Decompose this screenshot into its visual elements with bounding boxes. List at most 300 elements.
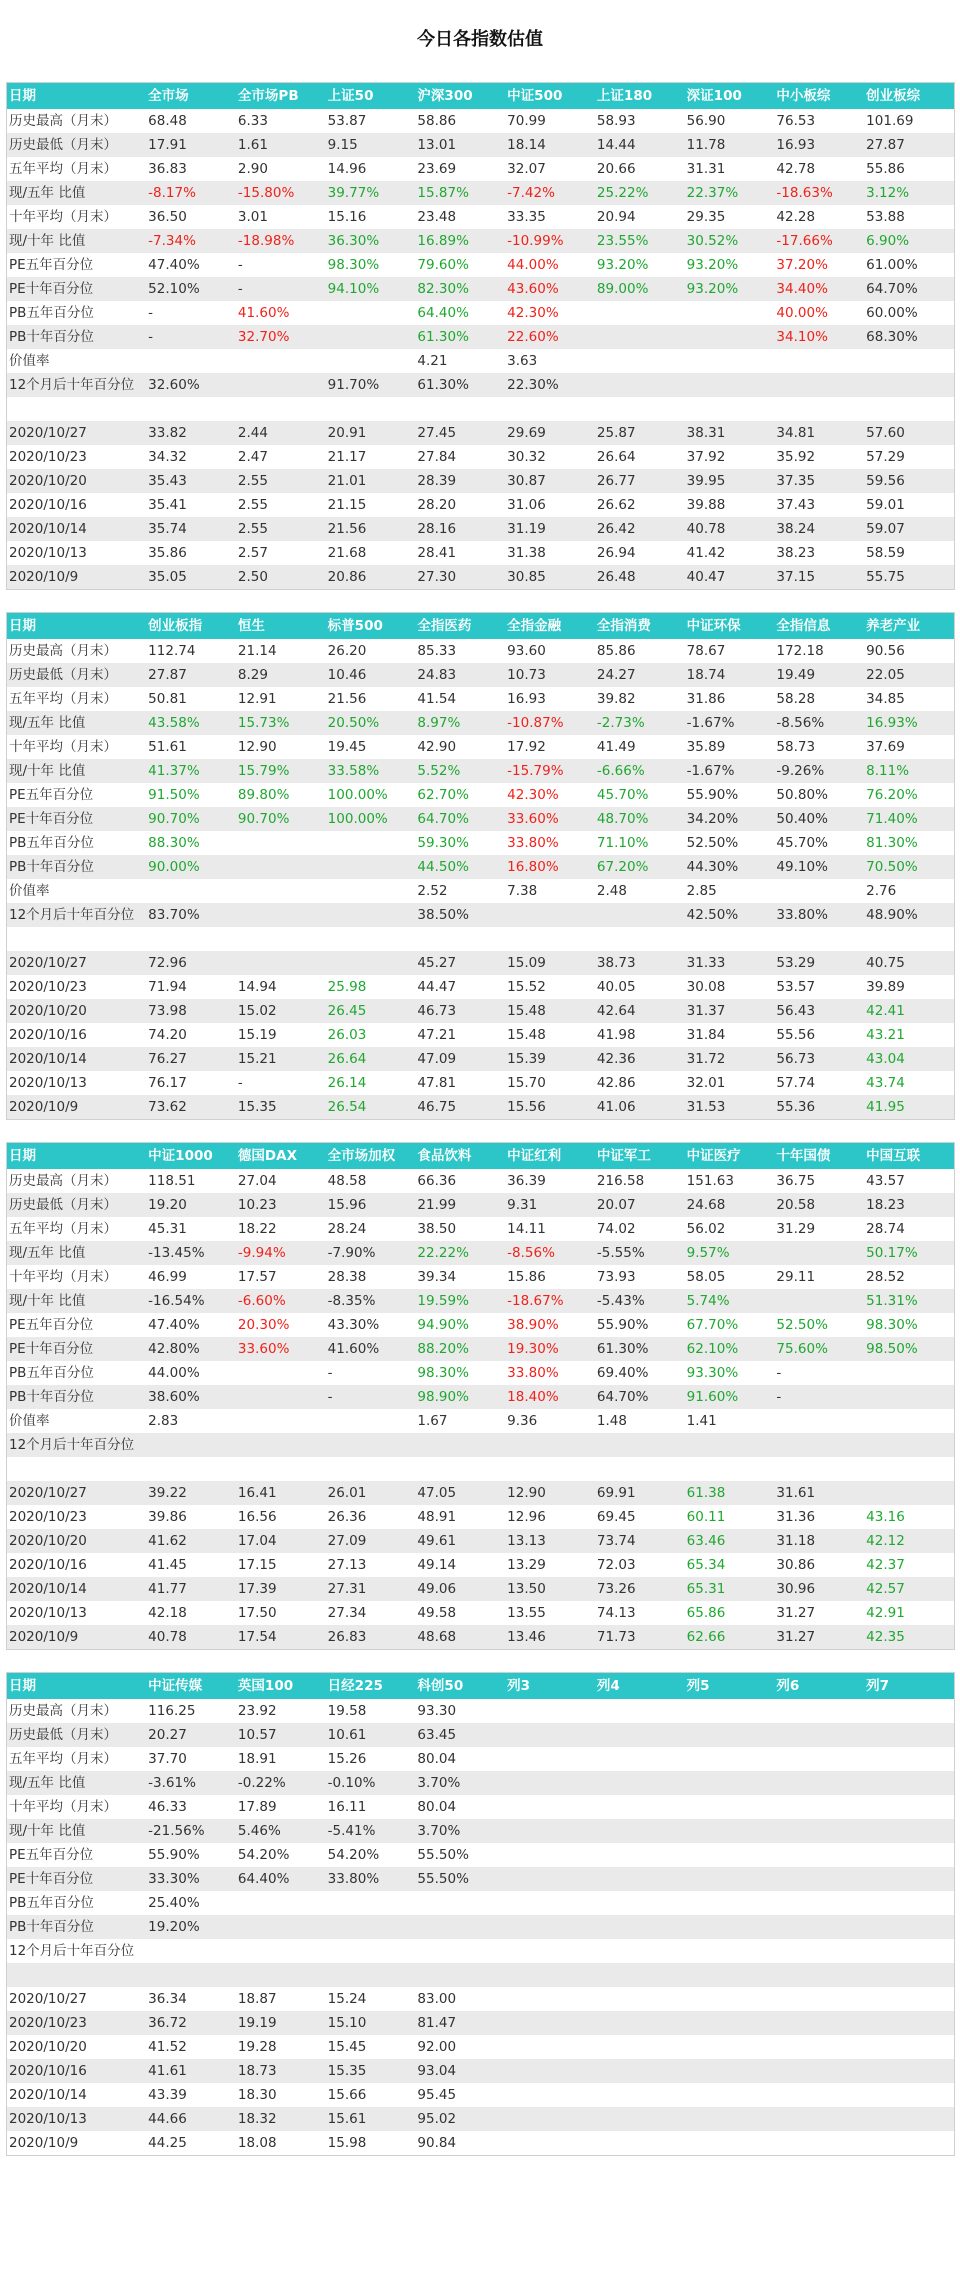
table-cell: 52.10%: [146, 277, 236, 301]
row-label: 历史最高（月末）: [7, 1169, 146, 1193]
row-label: 十年平均（月末）: [7, 735, 146, 759]
table-cell: 6.33: [236, 109, 326, 133]
table-cell: 55.50%: [415, 1867, 505, 1891]
row-label: 现/五年 比值: [7, 1241, 146, 1265]
table-cell: -9.26%: [774, 759, 864, 783]
table-cell: -: [146, 325, 236, 349]
table-cell: 42.64: [595, 999, 685, 1023]
table-cell: 98.90%: [415, 1385, 505, 1409]
table-cell: 60.00%: [864, 301, 954, 325]
column-header: 中证500: [505, 83, 595, 109]
table-cell: 26.77: [595, 469, 685, 493]
table-cell: 33.82: [146, 421, 236, 445]
table-cell: 26.94: [595, 541, 685, 565]
table-cell: 18.40%: [505, 1385, 595, 1409]
table-cell: 38.50%: [415, 903, 505, 927]
table-row: [7, 807, 954, 831]
table-cell: 100.00%: [326, 783, 416, 807]
table-cell: [236, 397, 326, 421]
table-cell: 28.39: [415, 469, 505, 493]
table-cell: 38.23: [774, 541, 864, 565]
table-cell: 56.43: [774, 999, 864, 1023]
table-cell: 31.29: [774, 1217, 864, 1241]
table-cell: 44.25: [146, 2131, 236, 2155]
table-cell: [326, 1915, 416, 1939]
table-cell: [685, 927, 775, 951]
table-cell: 18.87: [236, 1987, 326, 2011]
table-cell: 73.98: [146, 999, 236, 1023]
column-header: 养老产业: [864, 613, 954, 639]
table-cell: [505, 2059, 595, 2083]
valuation-table: [7, 613, 954, 1119]
table-cell: [864, 373, 954, 397]
table-cell: 31.37: [685, 999, 775, 1023]
table-cell: 16.93: [505, 687, 595, 711]
row-label: PB五年百分位: [7, 1891, 146, 1915]
table-row: [7, 445, 954, 469]
table-cell: 10.23: [236, 1193, 326, 1217]
table-cell: 95.45: [415, 2083, 505, 2107]
table-cell: 27.30: [415, 565, 505, 589]
table-cell: [774, 1891, 864, 1915]
table-cell: 34.20%: [685, 807, 775, 831]
row-label: 12个月后十年百分位: [7, 903, 146, 927]
table-cell: 26.14: [326, 1071, 416, 1095]
table-cell: 26.83: [326, 1625, 416, 1649]
table-cell: 30.32: [505, 445, 595, 469]
table-cell: 37.15: [774, 565, 864, 589]
table-cell: 31.36: [774, 1505, 864, 1529]
column-header: 日期: [7, 1673, 146, 1699]
table-cell: 93.04: [415, 2059, 505, 2083]
table-cell: 5.46%: [236, 1819, 326, 1843]
row-label: 2020/10/9: [7, 1095, 146, 1119]
table-cell: 83.70%: [146, 903, 236, 927]
table-cell: 58.86: [415, 109, 505, 133]
column-header: 日期: [7, 83, 146, 109]
table-cell: 48.91: [415, 1505, 505, 1529]
table-cell: 18.30: [236, 2083, 326, 2107]
table-cell: 3.63: [505, 349, 595, 373]
row-label: PE五年百分位: [7, 1313, 146, 1337]
table-cell: 78.67: [685, 639, 775, 663]
table-cell: 23.92: [236, 1699, 326, 1723]
table-cell: 15.35: [236, 1095, 326, 1119]
row-label: 2020/10/27: [7, 1481, 146, 1505]
table-cell: 39.88: [685, 493, 775, 517]
table-cell: 22.05: [864, 663, 954, 687]
table-header-row: [7, 1673, 954, 1699]
row-label: PB十年百分位: [7, 1385, 146, 1409]
table-cell: 40.75: [864, 951, 954, 975]
table-cell: 116.25: [146, 1699, 236, 1723]
table-cell: [864, 1963, 954, 1987]
table-cell: 42.50%: [685, 903, 775, 927]
table-cell: [326, 831, 416, 855]
table-cell: 26.36: [326, 1505, 416, 1529]
row-label: 现/十年 比值: [7, 759, 146, 783]
table-cell: 1.48: [595, 1409, 685, 1433]
table-cell: 2.55: [236, 517, 326, 541]
column-header: 科创50: [415, 1673, 505, 1699]
table-cell: 35.92: [774, 445, 864, 469]
table-cell: 31.72: [685, 1047, 775, 1071]
table-cell: 73.62: [146, 1095, 236, 1119]
column-header: 中证1000: [146, 1143, 236, 1169]
column-header: 日经225: [326, 1673, 416, 1699]
table-cell: 35.05: [146, 565, 236, 589]
table-cell: 31.27: [774, 1601, 864, 1625]
table-cell: [505, 1795, 595, 1819]
row-label: 2020/10/9: [7, 2131, 146, 2155]
table-cell: [236, 1433, 326, 1457]
table-cell: 58.05: [685, 1265, 775, 1289]
row-label: PE五年百分位: [7, 1843, 146, 1867]
table-cell: [505, 1843, 595, 1867]
table-cell: 41.54: [415, 687, 505, 711]
table-cell: 17.89: [236, 1795, 326, 1819]
table-cell: [864, 1699, 954, 1723]
table-cell: 19.19: [236, 2011, 326, 2035]
table-cell: 43.60%: [505, 277, 595, 301]
table-cell: [236, 1915, 326, 1939]
table-cell: [326, 855, 416, 879]
table-row: [7, 903, 954, 927]
table-cell: 54.20%: [326, 1843, 416, 1867]
table-cell: 8.11%: [864, 759, 954, 783]
table-cell: 40.00%: [774, 301, 864, 325]
table-cell: 2.83: [146, 1409, 236, 1433]
table-cell: 2.52: [415, 879, 505, 903]
table-cell: -2.73%: [595, 711, 685, 735]
table-cell: 89.00%: [595, 277, 685, 301]
table-cell: 45.70%: [595, 783, 685, 807]
table-cell: [236, 927, 326, 951]
row-label: 2020/10/23: [7, 2011, 146, 2035]
table-cell: [236, 349, 326, 373]
table-cell: 14.94: [236, 975, 326, 999]
table-cell: -16.54%: [146, 1289, 236, 1313]
table-cell: 31.06: [505, 493, 595, 517]
table-cell: 42.80%: [146, 1337, 236, 1361]
column-header: 全指医药: [415, 613, 505, 639]
table-cell: [505, 1819, 595, 1843]
table-cell: 71.73: [595, 1625, 685, 1649]
table-header-row: [7, 83, 954, 109]
table-cell: 79.60%: [415, 253, 505, 277]
table-cell: 28.41: [415, 541, 505, 565]
table-row: [7, 1819, 954, 1843]
table-cell: 94.10%: [326, 277, 416, 301]
table-cell: 31.18: [774, 1529, 864, 1553]
table-cell: 41.52: [146, 2035, 236, 2059]
table-cell: -6.66%: [595, 759, 685, 783]
table-cell: [685, 373, 775, 397]
table-row: [7, 999, 954, 1023]
table-cell: [595, 927, 685, 951]
column-header: 创业板指: [146, 613, 236, 639]
table-cell: 38.90%: [505, 1313, 595, 1337]
table-cell: 61.00%: [864, 253, 954, 277]
table-cell: -5.55%: [595, 1241, 685, 1265]
table-cell: 57.60: [864, 421, 954, 445]
table-cell: 31.31: [685, 157, 775, 181]
table-cell: 55.90%: [595, 1313, 685, 1337]
table-cell: 24.68: [685, 1193, 775, 1217]
table-cell: [326, 301, 416, 325]
table-cell: 48.68: [415, 1625, 505, 1649]
table-cell: [326, 325, 416, 349]
table-cell: 42.91: [864, 1601, 954, 1625]
table-cell: [595, 325, 685, 349]
row-label: 现/五年 比值: [7, 181, 146, 205]
table-cell: 51.61: [146, 735, 236, 759]
row-label: 2020/10/14: [7, 517, 146, 541]
table-cell: 10.57: [236, 1723, 326, 1747]
table-cell: [864, 927, 954, 951]
table-cell: 48.58: [326, 1169, 416, 1193]
table-cell: 42.86: [595, 1071, 685, 1095]
table-row: [7, 565, 954, 589]
table-cell: 118.51: [146, 1169, 236, 1193]
table-cell: 48.90%: [864, 903, 954, 927]
table-cell: 17.50: [236, 1601, 326, 1625]
table-cell: 20.58: [774, 1193, 864, 1217]
table-row: [7, 2035, 954, 2059]
table-cell: 35.43: [146, 469, 236, 493]
table-cell: [236, 373, 326, 397]
table-cell: [685, 397, 775, 421]
table-cell: 20.94: [595, 205, 685, 229]
table-cell: 30.85: [505, 565, 595, 589]
table-row: [7, 1241, 954, 1265]
table-row: [7, 301, 954, 325]
table-cell: [595, 373, 685, 397]
table-cell: 80.04: [415, 1795, 505, 1819]
table-cell: 30.96: [774, 1577, 864, 1601]
row-label: 五年平均（月末）: [7, 687, 146, 711]
column-header: 创业板综: [864, 83, 954, 109]
table-cell: 36.39: [505, 1169, 595, 1193]
row-label: PE十年百分位: [7, 1337, 146, 1361]
table-cell: 33.60%: [236, 1337, 326, 1361]
row-label: 历史最高（月末）: [7, 1699, 146, 1723]
table-cell: [864, 2131, 954, 2155]
table-row: [7, 1337, 954, 1361]
table-cell: [864, 1457, 954, 1481]
row-label: 现/十年 比值: [7, 1289, 146, 1313]
table-cell: [685, 301, 775, 325]
table-cell: 44.00%: [146, 1361, 236, 1385]
table-cell: 38.73: [595, 951, 685, 975]
table-cell: 40.05: [595, 975, 685, 999]
table-row: [7, 1265, 954, 1289]
table-cell: 12.91: [236, 687, 326, 711]
table-cell: 98.50%: [864, 1337, 954, 1361]
table-cell: 98.30%: [326, 253, 416, 277]
table-cell: 81.47: [415, 2011, 505, 2035]
table-cell: 16.93: [774, 133, 864, 157]
column-header: 上证180: [595, 83, 685, 109]
column-header: 全指金融: [505, 613, 595, 639]
table-cell: 2.76: [864, 879, 954, 903]
table-cell: 30.52%: [685, 229, 775, 253]
table-cell: 16.89%: [415, 229, 505, 253]
table-row: [7, 2131, 954, 2155]
table-cell: 93.20%: [685, 253, 775, 277]
table-cell: 21.56: [326, 517, 416, 541]
table-cell: 42.12: [864, 1529, 954, 1553]
table-cell: 90.84: [415, 2131, 505, 2155]
table-cell: 13.13: [505, 1529, 595, 1553]
table-cell: 45.31: [146, 1217, 236, 1241]
table-cell: 52.50%: [774, 1313, 864, 1337]
table-cell: 26.20: [326, 639, 416, 663]
table-cell: -7.42%: [505, 181, 595, 205]
table-cell: [505, 1747, 595, 1771]
table-cell: 55.50%: [415, 1843, 505, 1867]
table-cell: 16.41: [236, 1481, 326, 1505]
table-row: [7, 1433, 954, 1457]
table-cell: 59.30%: [415, 831, 505, 855]
table-cell: [864, 1939, 954, 1963]
table-cell: 61.30%: [415, 373, 505, 397]
table-cell: [595, 1867, 685, 1891]
table-cell: 90.00%: [146, 855, 236, 879]
table-cell: 30.86: [774, 1553, 864, 1577]
table-cell: 18.73: [236, 2059, 326, 2083]
column-header: 中证医疗: [685, 1143, 775, 1169]
column-header: 日期: [7, 613, 146, 639]
row-label: 12个月后十年百分位: [7, 373, 146, 397]
table-cell: [685, 325, 775, 349]
table-cell: [595, 1699, 685, 1723]
table-cell: 65.34: [685, 1553, 775, 1577]
row-label: PB十年百分位: [7, 855, 146, 879]
table-cell: 15.16: [326, 205, 416, 229]
table-cell: 18.23: [864, 1193, 954, 1217]
column-header: 列6: [774, 1673, 864, 1699]
table-cell: 20.86: [326, 565, 416, 589]
table-row: [7, 1915, 954, 1939]
table-cell: 31.38: [505, 541, 595, 565]
table-cell: [595, 1843, 685, 1867]
row-label: PE十年百分位: [7, 807, 146, 831]
table-cell: 14.11: [505, 1217, 595, 1241]
table-cell: 46.75: [415, 1095, 505, 1119]
table-cell: [595, 1915, 685, 1939]
table-cell: [146, 1939, 236, 1963]
table-cell: 73.93: [595, 1265, 685, 1289]
table-cell: 16.11: [326, 1795, 416, 1819]
table-cell: 10.73: [505, 663, 595, 687]
table-cell: 38.31: [685, 421, 775, 445]
table-cell: 22.37%: [685, 181, 775, 205]
table-row: [7, 109, 954, 133]
table-cell: 1.67: [415, 1409, 505, 1433]
row-label: 2020/10/20: [7, 999, 146, 1023]
table-cell: -7.90%: [326, 1241, 416, 1265]
table-cell: [595, 1723, 685, 1747]
table-cell: 27.09: [326, 1529, 416, 1553]
table-cell: 33.80%: [774, 903, 864, 927]
table-cell: 21.68: [326, 541, 416, 565]
table-cell: -18.67%: [505, 1289, 595, 1313]
table-cell: -: [774, 1385, 864, 1409]
table-cell: 41.60%: [326, 1337, 416, 1361]
table-cell: [685, 1843, 775, 1867]
table-cell: [864, 2107, 954, 2131]
table-cell: 100.00%: [326, 807, 416, 831]
table-cell: 34.81: [774, 421, 864, 445]
table-row: [7, 277, 954, 301]
table-cell: -10.99%: [505, 229, 595, 253]
table-cell: [685, 2011, 775, 2035]
row-label: [7, 1457, 146, 1481]
table-row: [7, 951, 954, 975]
table-cell: 46.33: [146, 1795, 236, 1819]
table-cell: [595, 903, 685, 927]
row-label: 2020/10/27: [7, 951, 146, 975]
table-cell: 15.35: [326, 2059, 416, 2083]
table-row: [7, 1867, 954, 1891]
table-cell: 41.62: [146, 1529, 236, 1553]
table-cell: 41.42: [685, 541, 775, 565]
row-label: 五年平均（月末）: [7, 1747, 146, 1771]
valuation-table-block: [6, 1142, 955, 1650]
table-cell: 20.30%: [236, 1313, 326, 1337]
table-cell: -5.43%: [595, 1289, 685, 1313]
table-cell: 3.12%: [864, 181, 954, 205]
table-row: [7, 2107, 954, 2131]
table-cell: 18.22: [236, 1217, 326, 1241]
table-cell: 81.30%: [864, 831, 954, 855]
table-cell: 93.60: [505, 639, 595, 663]
table-cell: 30.87: [505, 469, 595, 493]
table-cell: 55.36: [774, 1095, 864, 1119]
table-cell: 33.58%: [326, 759, 416, 783]
row-label: 历史最低（月末）: [7, 133, 146, 157]
table-cell: 70.50%: [864, 855, 954, 879]
table-cell: 3.70%: [415, 1771, 505, 1795]
table-cell: -8.35%: [326, 1289, 416, 1313]
column-header: 中证环保: [685, 613, 775, 639]
table-cell: 44.66: [146, 2107, 236, 2131]
table-cell: 41.06: [595, 1095, 685, 1119]
table-cell: 28.74: [864, 1217, 954, 1241]
table-cell: [146, 1963, 236, 1987]
table-cell: 50.40%: [774, 807, 864, 831]
table-cell: 55.75: [864, 565, 954, 589]
table-cell: 50.81: [146, 687, 236, 711]
table-cell: 26.01: [326, 1481, 416, 1505]
table-cell: 23.69: [415, 157, 505, 181]
table-cell: [774, 927, 864, 951]
table-cell: 44.47: [415, 975, 505, 999]
table-cell: 63.46: [685, 1529, 775, 1553]
table-cell: 151.63: [685, 1169, 775, 1193]
table-cell: 19.59%: [415, 1289, 505, 1313]
row-label: PE五年百分位: [7, 253, 146, 277]
table-cell: [595, 2059, 685, 2083]
table-cell: 17.57: [236, 1265, 326, 1289]
table-cell: [326, 927, 416, 951]
table-cell: [774, 2131, 864, 2155]
table-cell: 42.37: [864, 1553, 954, 1577]
table-cell: [595, 2035, 685, 2059]
table-cell: 50.17%: [864, 1241, 954, 1265]
table-cell: [685, 1963, 775, 1987]
